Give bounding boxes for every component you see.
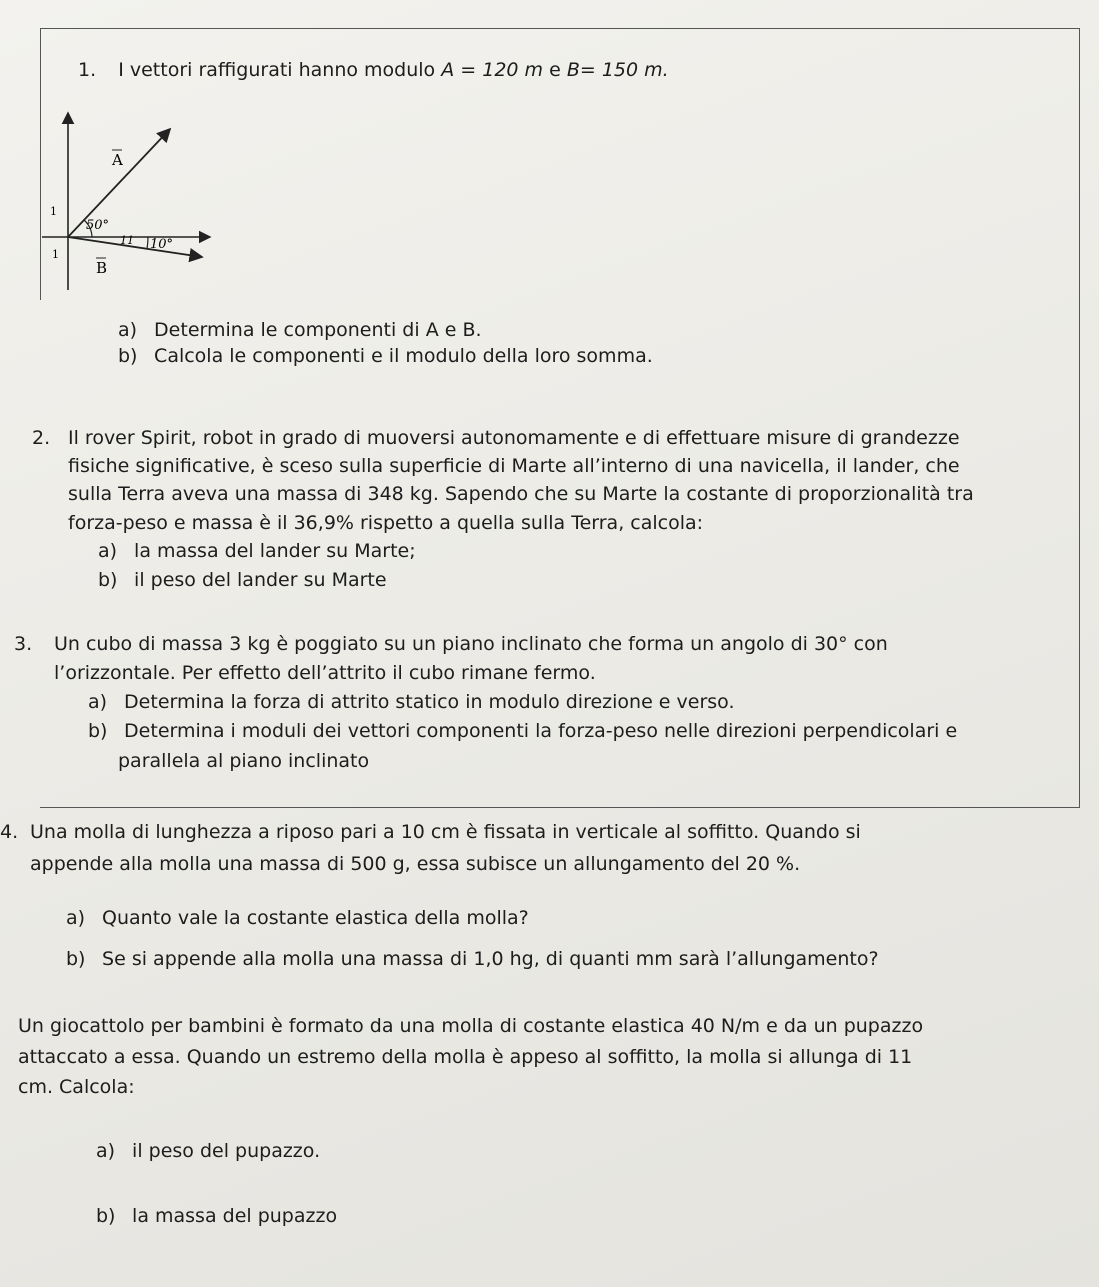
q3-line-2: l’orizzontale. Per effetto dell’attrito il cubo rimane fermo. [54,662,596,684]
q2-part-a-label: a) [98,540,118,562]
q1-part-b [118,342,653,371]
q3-part-b-label: b) [88,720,108,742]
q4-part-b-label: b) [66,948,86,970]
vector-a-arrow [68,129,170,237]
q5-line-3: cm. Calcola: [18,1076,135,1098]
q2-part-b-label: b) [98,569,118,591]
q1-part-a-label: a) [118,319,138,341]
q2-part-a [98,537,416,566]
q1-stem-text: I vettori raffigurati hanno modulo [118,59,436,81]
q2-part-b [98,566,387,595]
q1-part-a [118,316,482,345]
q5-line-1: Un giocattolo per bambini è formato da una molla di costante elastica 40 N/m e da un pupazzo [18,1015,924,1037]
angle-a-label: 50° [86,218,110,233]
vector-b-label: B [96,259,108,277]
q3-part-a [88,688,735,717]
q5-part-b-text: la massa del pupazzo [132,1205,338,1227]
q1-stem [78,56,669,85]
q2-line-1-text: Il rover Spirit, robot in grado di muoversi autonomamente e di effettuare misure di grandezze [68,427,960,449]
vector-a-label: A [112,151,123,169]
q4-number: 4. [0,821,19,843]
q4-part-a-label: a) [66,907,86,929]
q3-line-1-text: Un cubo di massa 3 kg è poggiato su un piano inclinato che forma un angolo di 30° con [54,633,888,655]
q4-line-2: appende alla molla una massa di 500 g, essa subisce un allungamento del 20 %. [30,853,801,875]
q3-number: 3. [14,633,33,655]
q1-part-b-label: b) [118,345,138,367]
axis-tick-label: 11 [120,234,134,247]
q1-number: 1. [78,59,97,81]
q5-line-2: attaccato a essa. Quando un estremo della molla è appeso al soffitto, la molla si allunga di 11 [18,1046,913,1068]
q4-part-b-text: Se si appende alla molla una massa di 1,0 hg, di quanti mm sarà l’allungamento? [102,948,879,970]
q5-part-a-label: a) [96,1140,116,1162]
q1-expr-b: B= 150 m. [566,59,669,81]
q2-number: 2. [32,427,51,449]
q4-part-b [66,945,879,974]
vector-diagram [40,105,220,295]
angle-b-arc [147,237,148,249]
q4-part-a [66,904,529,933]
q5-part-a-text: il peso del pupazzo. [132,1140,321,1162]
q2-line-4: forza-peso e massa è il 36,9% rispetto a quella sulla Terra, calcola: [68,512,704,534]
angle-b-label: 10° [150,237,174,252]
q1-expr-a: A = 120 m [441,59,544,81]
tick-bottom-label: 1 [52,248,59,261]
vector-b-arrow [68,237,202,257]
q3-part-b [88,717,957,746]
q2-part-a-text: la massa del lander su Marte; [134,540,416,562]
q3-part-a-text: Determina la forza di attrito statico in modulo direzione e verso. [124,691,735,713]
q3-line-1 [14,630,888,659]
q4-part-a-text: Quanto vale la costante elastica della molla? [102,907,529,929]
q3-part-a-label: a) [88,691,108,713]
q5-part-b-label: b) [96,1205,116,1227]
q3-part-b-text: Determina i moduli dei vettori componenti la forza-peso nelle direzioni perpendicolari e [124,720,958,742]
q4-line-1-text: Una molla di lunghezza a riposo pari a 10 cm è fissata in verticale al soffitto. Quando si [30,821,861,843]
q1-part-a-text: Determina le componenti di A e B. [154,319,482,341]
q1-part-b-text: Calcola le componenti e il modulo della loro somma. [154,345,653,367]
q2-line-3: sulla Terra aveva una massa di 348 kg. Sapendo che su Marte la costante di proporzionalità tra [68,483,974,505]
q3-part-b-cont: parallela al piano inclinato [118,750,370,772]
q2-part-b-text: il peso del lander su Marte [134,569,387,591]
q2-line-1 [32,424,960,453]
q5-part-b [96,1202,337,1231]
q2-line-2: fisiche significative, è sceso sulla superficie di Marte all’interno di una navicella, il lander, che [68,455,960,477]
q4-line-1 [0,818,861,847]
q1-conj: e [549,59,561,81]
tick-left-label: 1 [50,205,57,218]
q5-part-a [96,1137,320,1166]
